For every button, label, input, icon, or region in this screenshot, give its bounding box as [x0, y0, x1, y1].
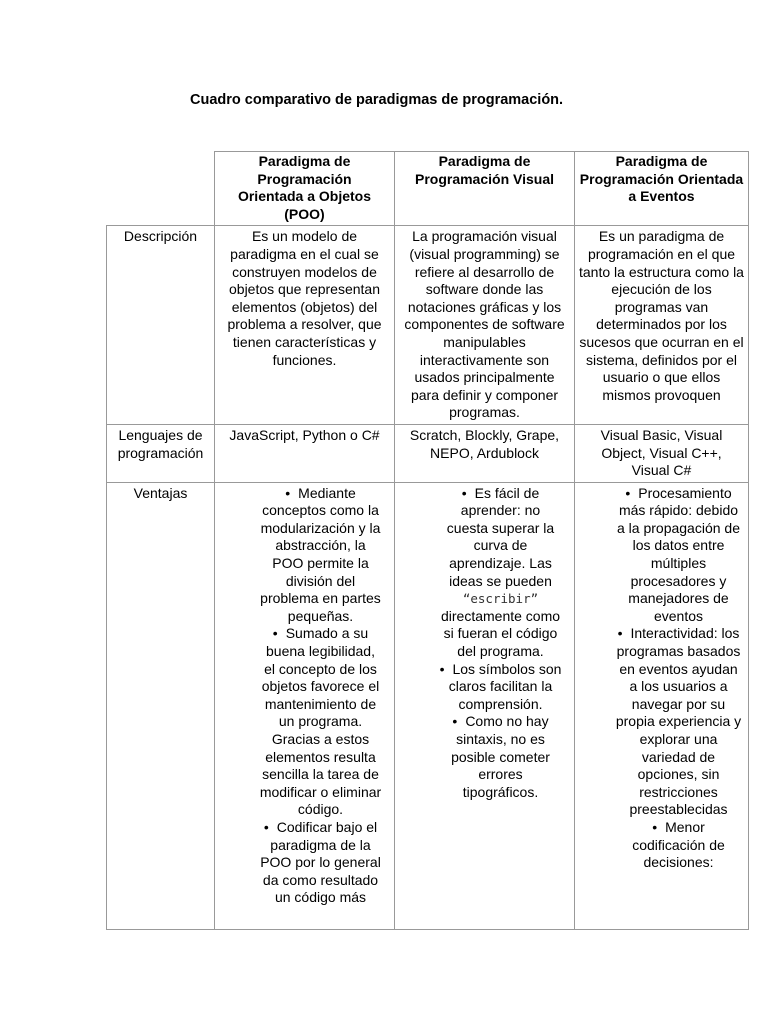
- bullet-icon: •: [439, 660, 445, 677]
- row-label-lenguajes: Lenguajes de programación: [107, 424, 215, 482]
- ventajas-poo: [215, 482, 395, 929]
- bullet-icon: •: [652, 818, 658, 835]
- row-lenguajes: [107, 424, 749, 482]
- list-item: • Como no hay sintaxis, no es posible cometer errores tipográficos.: [451, 713, 550, 800]
- comparison-table: [106, 151, 749, 930]
- row-label-ventajas: Ventajas: [107, 482, 215, 929]
- ventajas-eventos: [575, 482, 749, 929]
- bullet-icon: •: [617, 625, 623, 642]
- row-ventajas: [107, 482, 749, 929]
- header-poo: Paradigma de Programación Orientada a Objetos (POO): [215, 152, 395, 226]
- list-item: • Los símbolos son claros facilitan la comprensión.: [439, 660, 562, 712]
- bullet-icon: •: [461, 484, 467, 501]
- lenguajes-eventos: Visual Basic, Visual Object, Visual C++, Visual C#: [575, 424, 749, 482]
- row-descripcion: [107, 226, 749, 425]
- descripcion-visual: La programación visual (visual programming) se refiere al desarrollo de software donde las notaciones gráficas y los componentes de software manipulables interactivamente son usados principalmente para definir y componer programas.: [395, 226, 575, 425]
- ventajas-visual: [395, 482, 575, 929]
- list-item: • Mediante conceptos como la modularización y la abstracción, la POO permite la división del problema en partes pequeñas.: [260, 484, 381, 624]
- list-item: • Procesamiento más rápido: debido a la propagación de los datos entre múltiples procesadores y manejadores de eventos: [617, 484, 740, 624]
- descripcion-eventos: Es un paradigma de programación en el que tanto la estructura como la ejecución de los programas van determinados por los sucesos que ocurran en el sistema, definidos por el usuario o que ellos mismos provoquen: [575, 226, 749, 425]
- header-empty-cell: [107, 152, 215, 226]
- bullet-icon: •: [272, 625, 278, 642]
- bullet-icon: •: [452, 713, 458, 730]
- header-visual: Paradigma de Programación Visual: [395, 152, 575, 226]
- list-item: • Es fácil de aprender: no cuesta superar la curva de aprendizaje. Las ideas se pueden “escribir” directamente como si fueran el código del programa.: [440, 484, 561, 660]
- bullet-icon: •: [285, 484, 291, 501]
- bullet-icon: •: [625, 484, 631, 501]
- lenguajes-visual: Scratch, Blockly, Grape, NEPO, Ardublock: [395, 424, 575, 482]
- lenguajes-poo: JavaScript, Python o C#: [215, 424, 395, 482]
- list-item: • Menor codificación de decisiones:: [632, 818, 725, 871]
- list-item: • Codificar bajo el paradigma de la POO por lo general da como resultado un código más: [260, 818, 381, 906]
- row-label-descripcion: Descripción: [107, 226, 215, 425]
- list-item: • Interactividad: los programas basados en eventos ayudan a los usuarios a navegar por su propia experiencia y explorar una variedad de opciones, sin restricciones preestablecidas: [615, 625, 742, 818]
- header-row: [107, 152, 749, 226]
- descripcion-poo: Es un modelo de paradigma en el cual se construyen modelos de objetos que representan elementos (objetos) del problema a resolver, que tienen características y funciones.: [215, 226, 395, 425]
- document-title: Cuadro comparativo de paradigmas de programación.: [190, 92, 564, 108]
- bullet-icon: •: [263, 818, 269, 835]
- list-item: • Sumado a su buena legibilidad, el concepto de los objetos favorece el mantenimiento de un programa. Gracias a estos elementos resulta sencilla la tarea de modificar o eliminar código.: [259, 625, 382, 818]
- header-eventos: Paradigma de Programación Orientada a Eventos: [575, 152, 749, 226]
